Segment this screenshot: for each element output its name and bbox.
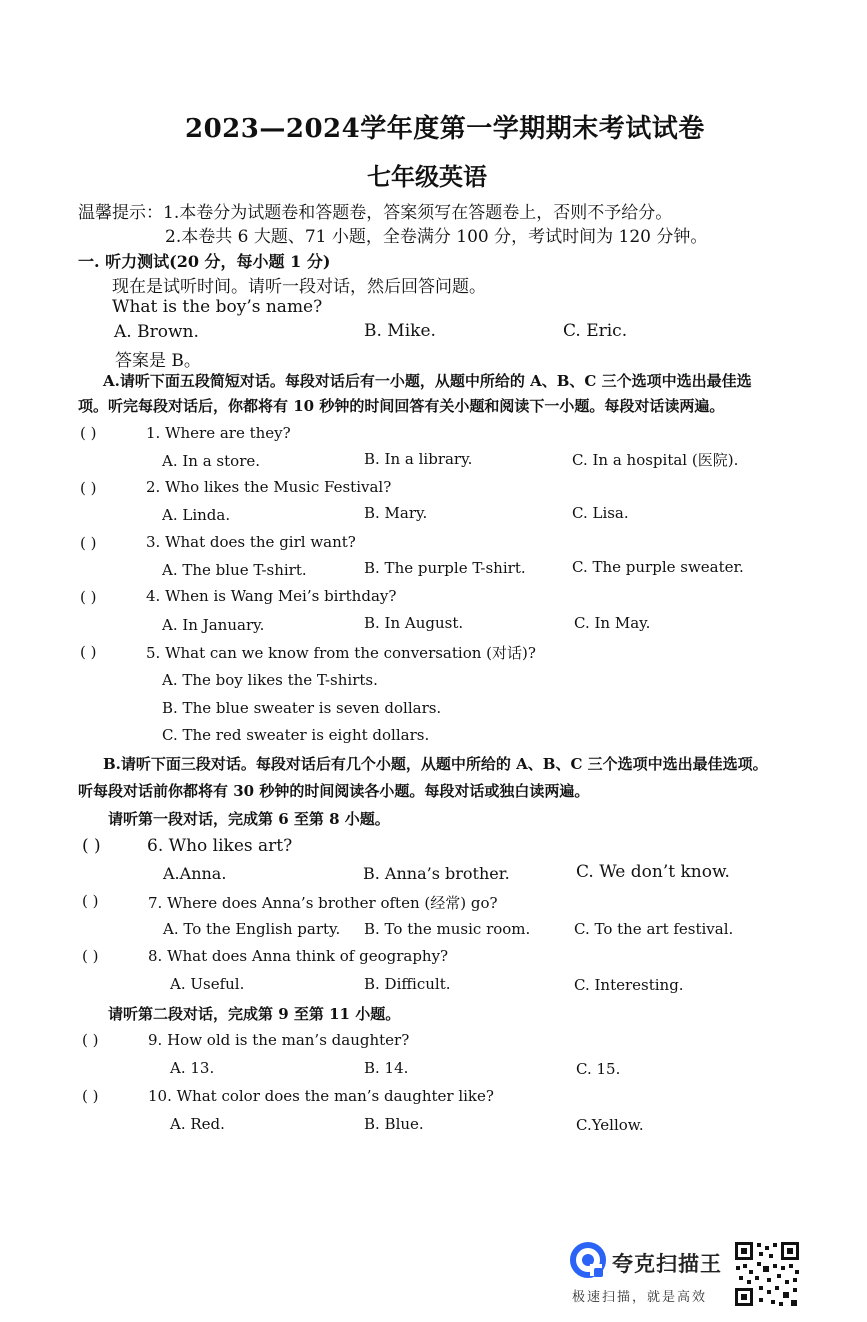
answer-paren: ( ) (80, 424, 97, 442)
answer-paren: ( ) (82, 947, 99, 965)
option-b: B. In August. (364, 614, 464, 632)
partA-instruction-1: A.请听下面五段简短对话。每段对话后有一小题，从题中所给的 A、B、C 三个选项中选出最佳选 (103, 372, 752, 390)
answer-paren: ( ) (80, 534, 97, 552)
question-stem: 6. Who likes art? (147, 836, 293, 856)
option-a: A. The blue T-shirt. (162, 561, 307, 579)
question-stem: 3. What does the girl want? (146, 533, 356, 551)
option-c: C. In May. (574, 614, 651, 632)
option-b: B. The blue sweater is seven dollars. (162, 699, 442, 717)
tips-line-1: 温馨提示：1.本卷分为试题卷和答题卷，答案须写在答题卷上，否则不予给分。 (78, 203, 673, 223)
option-a: A.Anna. (163, 864, 227, 883)
sample-option-b: B. Mike. (364, 321, 436, 341)
quark-logo-icon (570, 1242, 606, 1278)
sample-answer: 答案是 B。 (115, 351, 201, 371)
watermark-brand: 夸克扫描王 (612, 1252, 722, 1276)
partB-instruction-2: 听每段对话前你都将有 30 秒钟的时间阅读各小题。每段对话或独白读两遍。 (78, 782, 590, 800)
question-stem: 5. What can we know from the conversation (对话)? (146, 644, 536, 662)
option-b: B. Blue. (364, 1115, 424, 1133)
option-a: A. 13. (170, 1059, 215, 1077)
option-a: A. Useful. (170, 975, 245, 993)
answer-paren: ( ) (80, 643, 97, 661)
option-a: A. In January. (162, 616, 265, 634)
partA-instruction-2: 项。听完每段对话后，你都将有 10 秒钟的时间回答有关小题和阅读下一小题。每段对话读两遍。 (78, 397, 725, 415)
option-a: A. To the English party. (163, 920, 341, 938)
watermark-slogan: 极速扫描，就是高效 (572, 1290, 708, 1305)
option-c: C. 15. (576, 1060, 621, 1078)
option-b: B. Anna’s brother. (363, 864, 510, 883)
answer-paren: ( ) (82, 836, 101, 856)
sample-question: What is the boy’s name? (112, 297, 323, 317)
option-b: B. Difficult. (364, 975, 451, 993)
option-c: C. Lisa. (572, 504, 629, 522)
answer-paren: ( ) (80, 588, 97, 606)
exam-subtitle: 七年级英语 (367, 162, 487, 191)
answer-paren: ( ) (80, 479, 97, 497)
option-c: C.Yellow. (576, 1116, 644, 1134)
question-stem: 1. Where are they? (146, 424, 291, 442)
answer-paren: ( ) (82, 892, 99, 910)
answer-paren: ( ) (82, 1087, 99, 1105)
question-stem: 10. What color does the man’s daughter like? (148, 1087, 494, 1105)
option-c: C. We don’t know. (576, 862, 730, 882)
qr-code-icon (733, 1240, 801, 1308)
option-a: A. The boy likes the T-shirts. (162, 671, 378, 689)
tips-line-2: 2.本卷共 6 大题、71 小题，全卷满分 100 分，考试时间为 120 分钟。 (165, 227, 708, 247)
option-a: A. Red. (170, 1115, 225, 1133)
option-c: C. In a hospital (医院). (572, 451, 739, 469)
question-stem: 7. Where does Anna’s brother often (经常) go? (148, 894, 498, 912)
section-heading: 一. 听力测试(20 分，每小题 1 分) (78, 252, 331, 271)
option-b: B. In a library. (364, 450, 473, 468)
sample-option-c: C. Eric. (563, 321, 628, 341)
group-1-instruction: 请听第一段对话，完成第 6 至第 8 小题。 (108, 810, 390, 828)
option-c: C. The red sweater is eight dollars. (162, 726, 430, 744)
option-c: C. The purple sweater. (572, 558, 744, 576)
question-stem: 8. What does Anna think of geography? (148, 947, 449, 965)
partB-instruction-1: B.请听下面三段对话。每段对话后有几个小题，从题中所给的 A、B、C 三个选项中选出最佳选项。 (103, 755, 768, 773)
option-c: C. To the art festival. (574, 920, 734, 938)
sample-option-a: A. Brown. (114, 322, 199, 342)
question-stem: 4. When is Wang Mei’s birthday? (146, 587, 397, 605)
option-b: B. Mary. (364, 504, 428, 522)
option-a: A. In a store. (162, 452, 261, 470)
option-b: B. To the music room. (364, 920, 531, 938)
group-2-instruction: 请听第二段对话，完成第 9 至第 11 小题。 (108, 1005, 401, 1023)
option-b: B. 14. (364, 1059, 409, 1077)
answer-paren: ( ) (82, 1031, 99, 1049)
option-b: B. The purple T-shirt. (364, 559, 526, 577)
option-a: A. Linda. (162, 506, 231, 524)
sample-intro: 现在是试听时间。请听一段对话，然后回答问题。 (112, 277, 486, 297)
question-stem: 2. Who likes the Music Festival? (146, 478, 392, 496)
question-stem: 9. How old is the man’s daughter? (148, 1031, 410, 1049)
exam-title: 2023—2024学年度第一学期期末考试试卷 (185, 114, 705, 144)
option-c: C. Interesting. (574, 976, 684, 994)
